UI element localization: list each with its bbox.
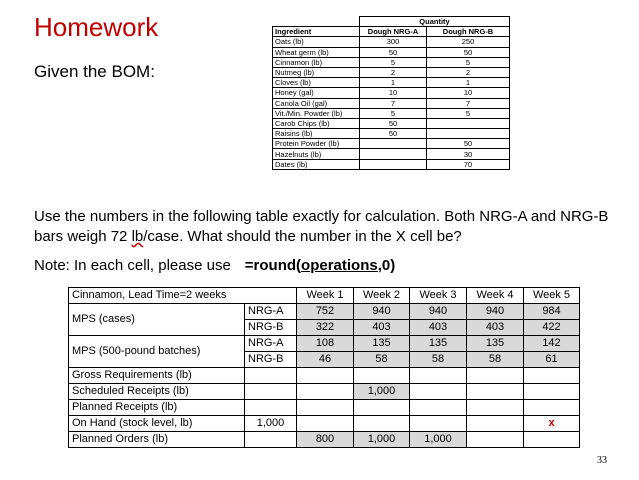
bom-table	[272, 16, 510, 170]
slide-title: Homework	[34, 12, 159, 42]
gross-requirements-row: Gross Requirements (lb)	[69, 368, 580, 384]
bom-col-ingredient: Ingredient	[273, 27, 360, 37]
instruction-text: Use the numbers in the following table exactly for calculation. Both NRG-A and NRG-B bars weigh 72 lb/case. What should the number in the X cell be?	[34, 208, 609, 245]
mps-batches-label: MPS (500-pound batches)	[69, 336, 245, 368]
answer-x-cell: x	[524, 416, 580, 432]
bom-row: Honey (gal) 10 10	[273, 88, 510, 98]
bom-row: Hazelnuts (lb) 30	[273, 149, 510, 159]
mps-batches-row: MPS (500-pound batches) NRG-A 108 135 135 135 142	[69, 336, 580, 352]
spellcheck-underline: lb	[131, 228, 144, 245]
bom-row: Vit./Min. Powder (lb) 5 5	[273, 108, 510, 118]
note-text: Note: In each cell, please use =round(operations,0)	[34, 257, 396, 274]
item-lead-time-label: Cinnamon, Lead Time=2 weeks	[69, 288, 297, 304]
bom-row: Cloves (lb) 1 1	[273, 78, 510, 88]
bom-row: Nutmeg (lb) 2 2	[273, 67, 510, 77]
slide-subtitle: Given the BOM:	[34, 62, 155, 81]
mrp-header-row	[69, 288, 580, 304]
week-header: Week 4	[467, 288, 524, 304]
mps-cases-row: MPS (cases) NRG-A 752 940 940 940 984	[69, 304, 580, 320]
bom-col-nrg-b: Dough NRG-B	[427, 27, 510, 37]
on-hand-row: On Hand (stock level, lb) 1,000 x	[69, 416, 580, 432]
bom-col-nrg-a: Dough NRG-A	[360, 27, 427, 37]
bom-row: Canola Oil (gal) 7 7	[273, 98, 510, 108]
scheduled-receipts-row: Scheduled Receipts (lb) 1,000	[69, 384, 580, 400]
bom-row: Raisins (lb) 50	[273, 129, 510, 139]
week-header: Week 2	[354, 288, 410, 304]
bom-row: Cinnamon (lb) 5 5	[273, 57, 510, 67]
round-formula: =round(operations,0)	[244, 257, 396, 274]
mrp-table	[68, 287, 580, 448]
bom-row: Oats (lb) 300 250	[273, 37, 510, 47]
week-header: Week 5	[524, 288, 580, 304]
mps-cases-label: MPS (cases)	[69, 304, 245, 336]
week-header: Week 3	[410, 288, 467, 304]
page-number: 33	[597, 455, 607, 466]
bom-quantity-header-row	[273, 17, 510, 27]
bom-row: Carob Chips (lb) 50	[273, 118, 510, 128]
bom-column-header-row	[273, 27, 510, 37]
mps-cases-row: NRG-B 322 403 403 403 422	[69, 320, 580, 336]
bom-row: Protein Powder (lb) 50	[273, 139, 510, 149]
mps-batches-row: NRG-B 46 58 58 58 61	[69, 352, 580, 368]
planned-receipts-row: Planned Receipts (lb)	[69, 400, 580, 416]
bom-row: Dates (lb) 70	[273, 159, 510, 169]
planned-orders-row: Planned Orders (lb) 800 1,000 1,000	[69, 432, 580, 448]
bom-row: Wheat germ (lb) 50 50	[273, 47, 510, 57]
bom-quantity-header: Quantity	[360, 17, 510, 27]
week-header: Week 1	[297, 288, 354, 304]
